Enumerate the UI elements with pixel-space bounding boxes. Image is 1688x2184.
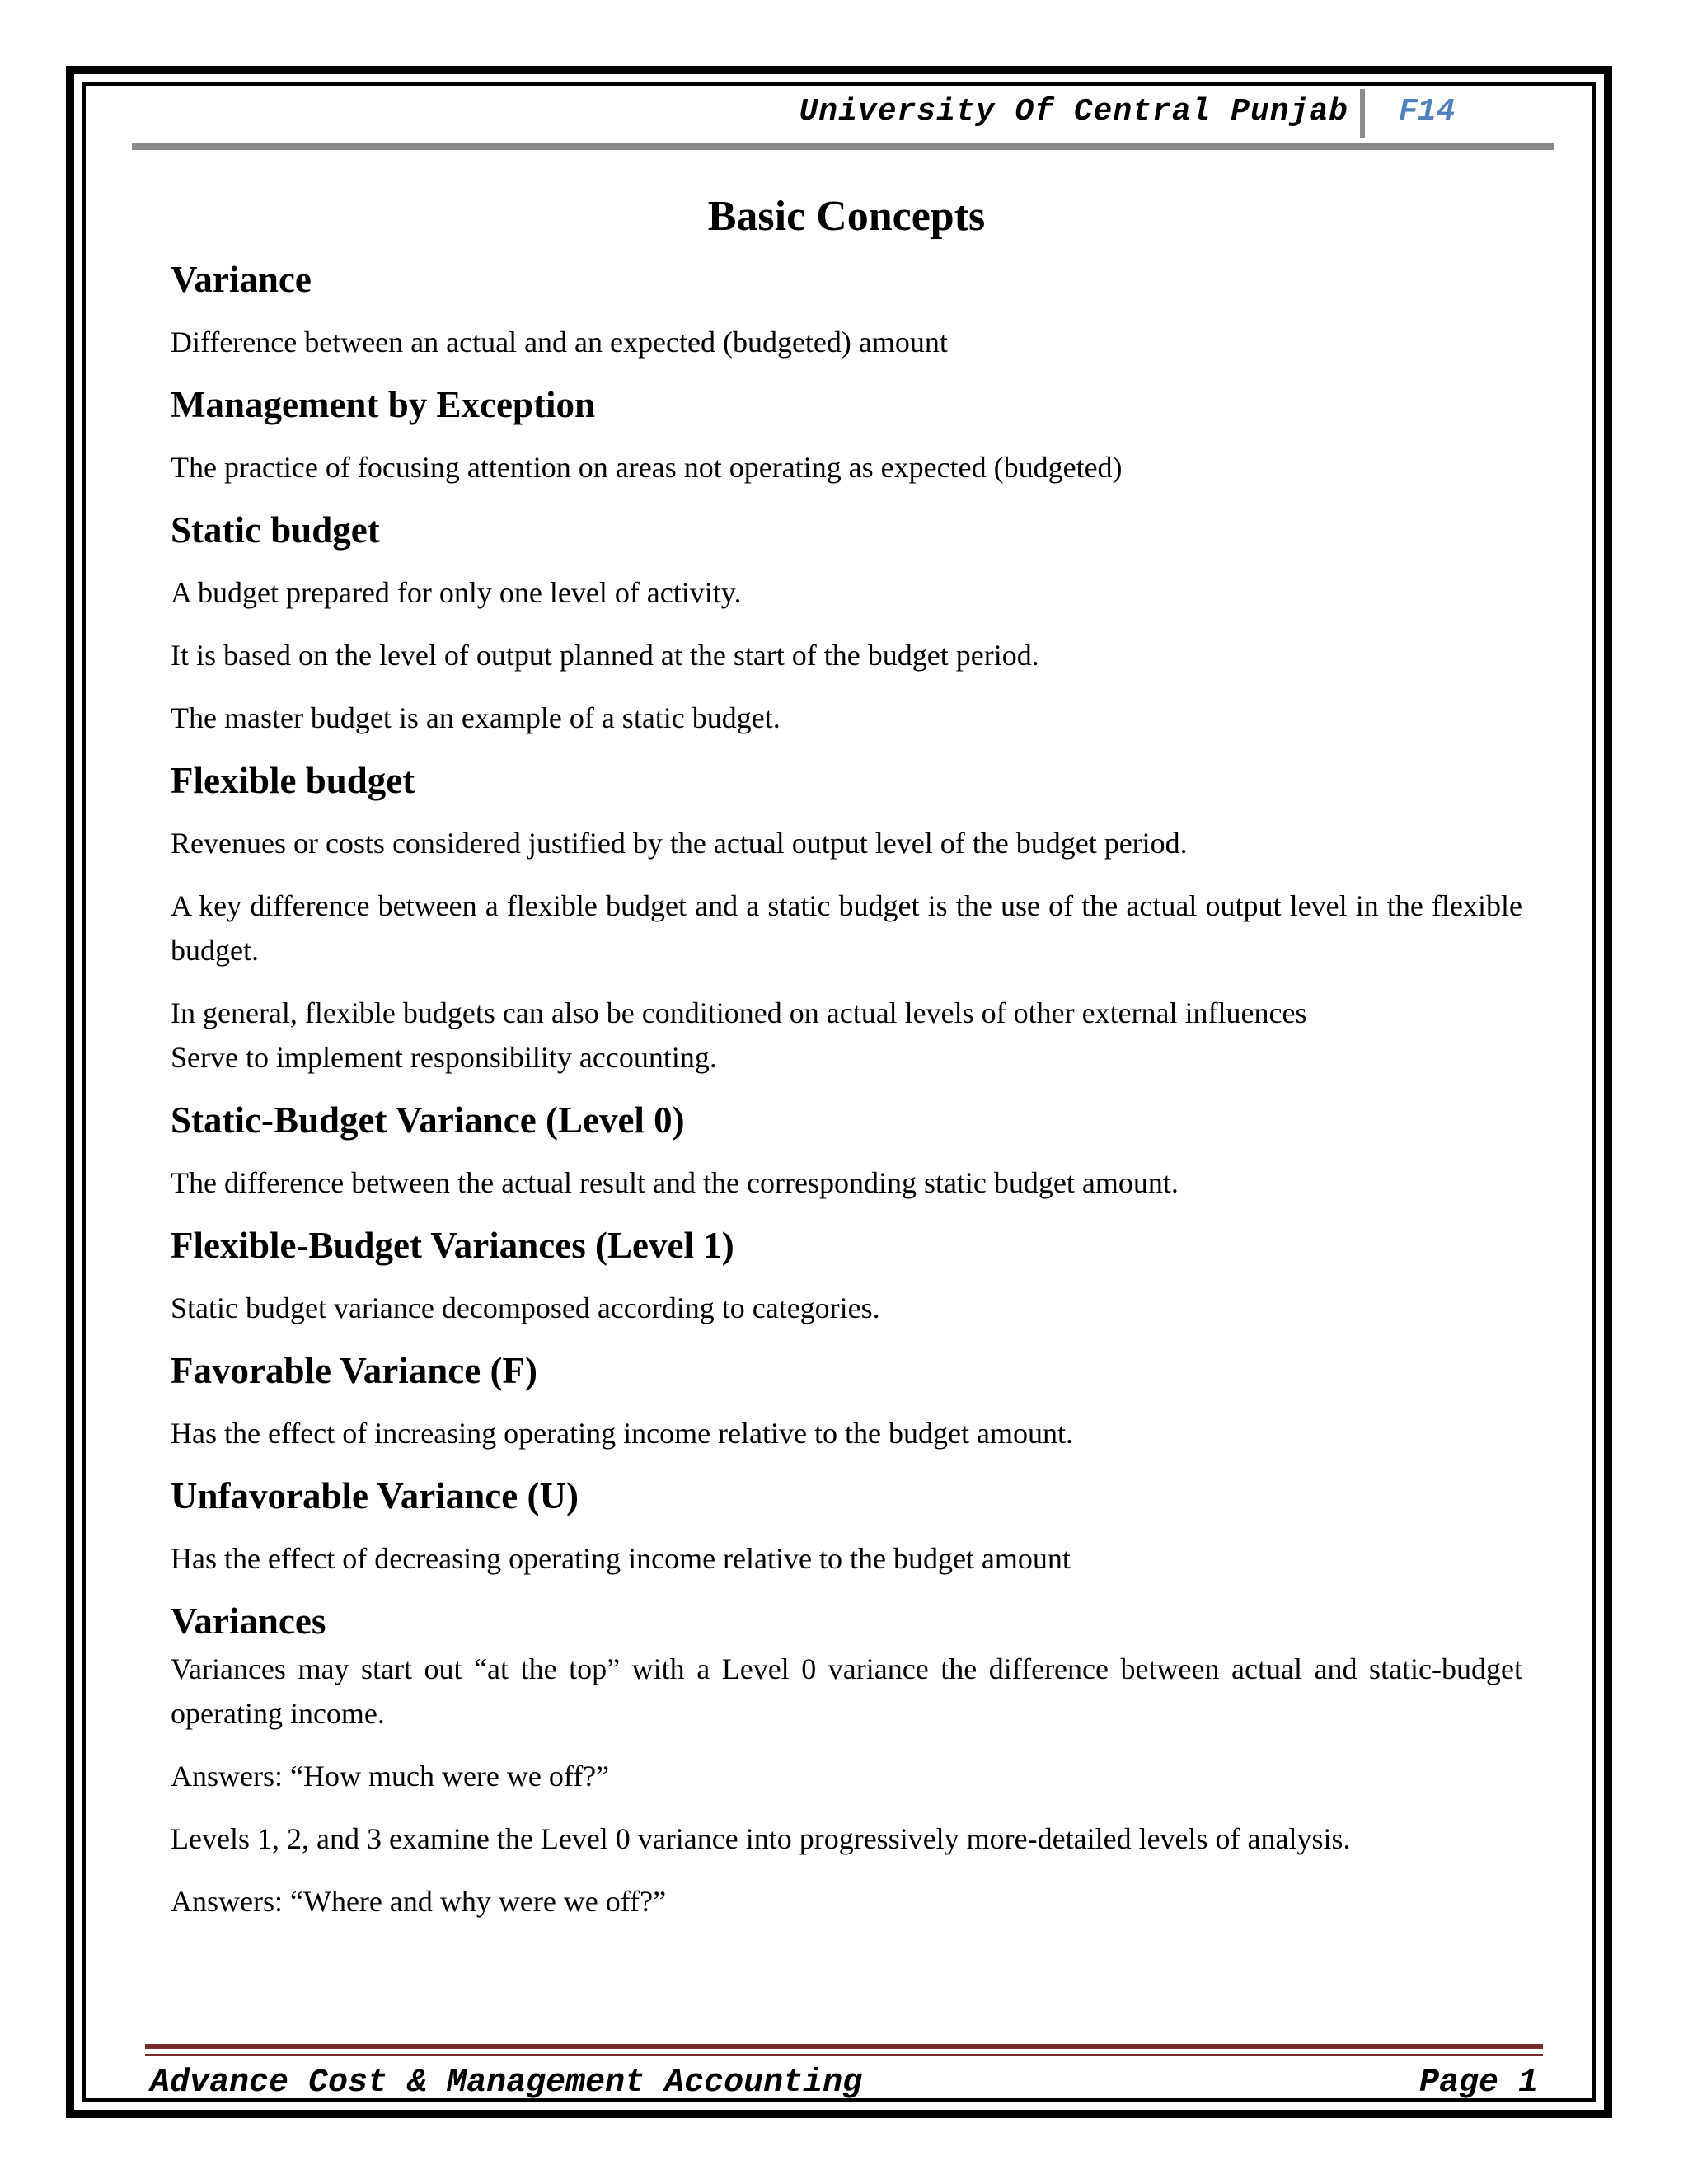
- section-flexible-budget: [171, 758, 1522, 1080]
- page-header: [132, 81, 1554, 150]
- paragraph: Static budget variance decomposed according to categories.: [171, 1291, 880, 1325]
- section-heading: Management by Exception: [171, 384, 595, 426]
- paragraph: In general, flexible budgets can also be conditioned on actual levels of other external influences: [171, 996, 1307, 1030]
- section-unfavorable-variance: [171, 1474, 1522, 1581]
- section-static-budget: [171, 508, 1522, 740]
- paragraph: Has the effect of decreasing operating income relative to the budget amount: [171, 1542, 1071, 1576]
- section-heading: Flexible-Budget Variances (Level 1): [171, 1225, 734, 1267]
- page-footer: [145, 2060, 1543, 2107]
- section-variances: [171, 1599, 1522, 1924]
- section-favorable-variance: [171, 1348, 1522, 1455]
- footer-divider: [145, 2044, 1543, 2049]
- paragraph: Serve to implement responsibility accounting.: [171, 1041, 717, 1075]
- header-code: F14: [1399, 94, 1456, 129]
- section-heading: Variances: [171, 1601, 326, 1643]
- paragraph: Levels 1, 2, and 3 examine the Level 0 variance into progressively more-detailed levels of analysis.: [171, 1822, 1351, 1856]
- section-flexible-budget-variances: [171, 1223, 1522, 1330]
- paragraph: Difference between an actual and an expected (budgeted) amount: [171, 326, 948, 359]
- paragraph: Has the effect of increasing operating income relative to the budget amount.: [171, 1417, 1073, 1451]
- paragraph: Variances may start out “at the top” with a Level 0 variance the difference between actual and static-budget operating income.: [171, 1652, 1522, 1731]
- paragraph: The master budget is an example of a static budget.: [171, 701, 781, 735]
- paragraph: Answers: “How much were we off?”: [171, 1760, 610, 1793]
- footer-course-title: Advance Cost & Management Accounting: [150, 2064, 863, 2102]
- paragraph: The difference between the actual result and the corresponding static budget amount.: [171, 1166, 1179, 1200]
- header-university: University Of Central Punjab: [799, 89, 1365, 138]
- section-variance: [171, 257, 1522, 364]
- section-management-by-exception: [171, 382, 1522, 490]
- section-heading: Unfavorable Variance (U): [171, 1475, 579, 1517]
- section-heading: Flexible budget: [171, 760, 415, 802]
- page-content: [171, 191, 1522, 1942]
- paragraph: It is based on the level of output planned at the start of the budget period.: [171, 639, 1039, 673]
- paragraph: Revenues or costs considered justified by the actual output level of the budget period.: [171, 827, 1188, 860]
- section-heading: Static budget: [171, 509, 380, 551]
- paragraph: A key difference between a flexible budget and a static budget is the use of the actual output level in the flexible budget.: [171, 889, 1522, 968]
- paragraph: The practice of focusing attention on areas not operating as expected (budgeted): [171, 451, 1123, 485]
- section-heading: Variance: [171, 259, 312, 301]
- paragraph: Answers: “Where and why were we off?”: [171, 1885, 667, 1919]
- footer-page-number: Page 1: [1418, 2064, 1538, 2102]
- paragraph: A budget prepared for only one level of activity.: [171, 576, 742, 610]
- page-title: Basic Concepts: [707, 193, 986, 240]
- footer-divider-thin: [145, 2054, 1543, 2056]
- section-heading: Favorable Variance (F): [171, 1350, 537, 1392]
- section-static-budget-variance: [171, 1098, 1522, 1205]
- section-heading: Static-Budget Variance (Level 0): [171, 1099, 685, 1141]
